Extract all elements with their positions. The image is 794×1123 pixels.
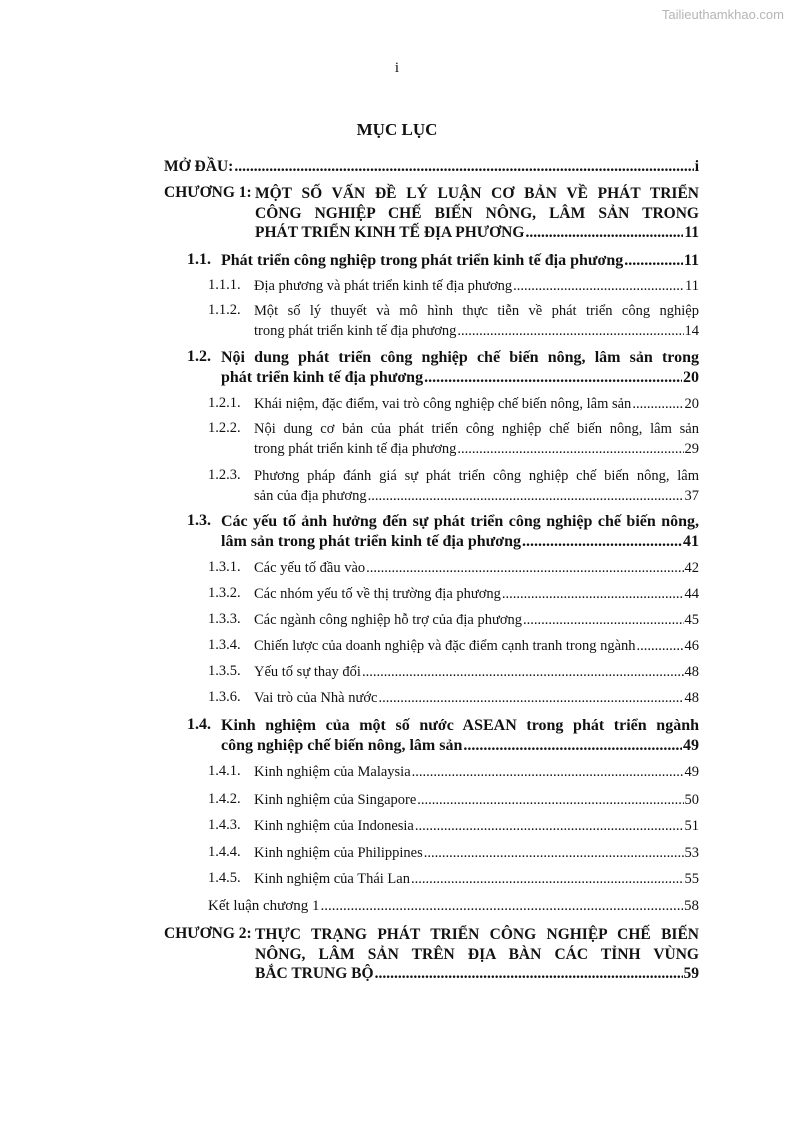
toc-page-number: 48 [684,690,699,706]
dot-leader [513,277,684,297]
toc-entry-line [254,467,699,487]
toc-entry-text: PHÁT TRIỂN KINH TẾ ĐỊA PHƯƠNG [255,224,525,242]
dot-leader [525,223,683,243]
dot-leader [234,157,693,177]
toc-page-number: 11 [683,252,699,269]
toc-entry-number: 1.3.1. [208,559,241,575]
toc-page-number: 58 [684,898,699,914]
toc-page-number: 50 [684,792,699,808]
toc-page-number: 49 [683,736,699,754]
toc-entry-line [254,440,699,460]
toc-entry-line [255,945,699,965]
toc-entry-line [221,736,699,756]
toc-entry-text: NÔNG, LÂM SẢN TRÊN ĐỊA BÀN CÁC TỈNH VÙNG [255,945,699,963]
toc-entry-number: 1.4.3. [208,817,241,833]
toc-entry[interactable] [164,184,699,243]
toc-page-number: i [694,158,699,175]
toc-entry[interactable] [208,559,699,579]
toc-entry-text: Kinh nghiệm của Philippines [254,845,423,861]
toc-entry-line [254,322,699,342]
toc-entry-line [221,368,699,388]
toc-page-number: 45 [684,612,699,628]
toc-entry-text: MỞ ĐẦU: [164,158,234,175]
dot-leader [637,637,684,657]
toc-entry-number: 1.1.1. [208,277,241,293]
toc-entry-text: Kinh nghiệm của Thái Lan [254,871,410,887]
toc-entry[interactable] [187,716,699,755]
watermark: Tailieuthamkhao.com [661,7,784,22]
toc-entry-line [254,487,699,507]
toc-entry-text: CÔNG NGHIỆP CHẾ BIẾN NÔNG, LÂM SẢN TRONG [255,204,699,222]
toc-entry-line [221,716,699,736]
dot-leader [368,487,684,507]
toc-entry-line [221,251,699,271]
toc-entry-text: Địa phương và phát triển kinh tế địa phương [254,278,513,294]
toc-entry[interactable] [187,251,699,271]
toc-entry-text: BẮC TRUNG BỘ [255,965,374,983]
toc-entry-number: 1.4. [187,716,211,733]
toc-entry-number: 1.1. [187,251,211,268]
toc-entry-line [254,763,699,783]
toc-entry-line [221,532,699,552]
dot-leader [417,791,683,811]
toc-entry-text: Các yếu tố ảnh hưởng đến sự phát triển công nghiệp chế biến nông, [221,513,699,530]
dot-leader [523,611,683,631]
toc-entry-number: 1.2.3. [208,467,241,483]
toc-entry-text: sản của địa phương [254,487,367,504]
toc-entry[interactable] [208,870,699,890]
toc-entry-line [254,302,699,322]
toc-entry-line [255,964,699,984]
toc-page-number: 48 [684,664,699,680]
toc-entry[interactable] [208,637,699,657]
toc-entry-number: 1.3.6. [208,689,241,705]
toc-entry-text: Phương pháp đánh giá sự phát triển công nghiệp chế biến nông, lâm [254,468,699,484]
toc-entry-text: Một số lý thuyết và mô hình thực tiễn về phát triển công nghiệp [254,303,699,319]
toc-page-number: 11 [684,224,699,242]
toc-entry-line [254,637,699,657]
toc-entry-line [254,585,699,605]
toc-entry-line [255,925,699,945]
toc-entry[interactable] [208,277,699,297]
toc-entry-text: Kết luận chương 1 [208,898,320,914]
toc-entry-number: CHƯƠNG 2: [164,925,252,942]
toc-entry[interactable] [208,611,699,631]
toc-page-number: 46 [684,638,699,654]
toc-page-number: 29 [684,440,699,457]
toc-page-number: 41 [683,532,699,550]
toc-entry-text: MỘT SỐ VẤN ĐỀ LÝ LUẬN CƠ BẢN VỀ PHÁT TRIỂN [255,185,699,202]
toc-entry-number: 1.2.1. [208,395,241,411]
dot-leader [424,368,682,388]
toc-entry-number: 1.3.5. [208,663,241,679]
toc-entry-number: 1.3.3. [208,611,241,627]
toc-entry-line [208,897,699,917]
toc-entry[interactable] [208,897,699,917]
toc-entry[interactable] [208,467,699,506]
toc-entry[interactable] [164,925,699,984]
dot-leader [624,251,683,271]
dot-leader [412,763,684,783]
toc-entry-text: Chiến lược của doanh nghiệp và đặc điểm cạnh tranh trong ngành [254,638,636,654]
toc-page-number: 37 [684,487,699,504]
dot-leader [424,844,684,864]
toc-entry-number: 1.1.2. [208,302,241,318]
toc-entry-number: CHƯƠNG 1: [164,184,252,201]
dot-leader [378,689,683,709]
toc-entry-text: Nội dung phát triển công nghiệp chế biến nông, lâm sản trong [221,349,699,366]
toc-entry-line [254,689,699,709]
toc-entry-line [255,204,699,224]
toc-entry-number: 1.2.2. [208,420,241,436]
toc-entry-number: 1.3. [187,512,211,529]
toc-entry-number: 1.4.4. [208,844,241,860]
toc-entry-text: Kinh nghiệm của Malaysia [254,764,411,780]
toc-entry-text: lâm sản trong phát triển kinh tế địa phương [221,532,522,550]
dot-leader [632,395,683,415]
toc-entry-line [221,512,699,532]
toc-entry-text: THỰC TRẠNG PHÁT TRIỂN CÔNG NGHIỆP CHẾ BIẾN [255,926,699,943]
dot-leader [457,440,683,460]
toc-entry-text: Phát triển công nghiệp trong phát triển kinh tế địa phương [221,252,624,269]
toc-entry-text: Nội dung cơ bản của phát triển công nghiệp chế biến nông, lâm sản [254,421,699,437]
page-title: MỤC LỤC [356,120,438,139]
toc-entry-line [254,277,699,297]
toc-entry[interactable] [208,395,699,415]
toc-entry-line [255,223,699,243]
toc-page-number: 20 [684,396,699,412]
toc-entry-number: 1.2. [187,348,211,365]
dot-leader [366,559,683,579]
toc-entry-text: Vai trò của Nhà nước [254,690,378,706]
toc-entry[interactable] [208,817,699,837]
toc-entry-line [164,157,699,177]
toc-entry[interactable] [187,348,699,387]
dot-leader [463,736,682,756]
toc-entry-text: trong phát triển kinh tế địa phương [254,440,457,457]
toc-entry-line [254,663,699,683]
toc-entry-number: 1.3.2. [208,585,241,601]
toc-entry-line [254,844,699,864]
dot-leader [522,532,682,552]
toc-page-number: 53 [684,845,699,861]
toc-page-number: 14 [684,322,699,339]
toc-entry-text: Yếu tố sự thay đổi [254,664,361,680]
toc-entry-line [254,870,699,890]
toc-entry[interactable] [208,302,699,341]
toc-entry-line [254,420,699,440]
toc-entry-text: phát triển kinh tế địa phương [221,368,424,386]
toc-entry-text: Kinh nghiệm của Indonesia [254,818,414,834]
toc-page-number: 55 [684,871,699,887]
dot-leader [411,870,684,890]
dot-leader [320,897,683,917]
toc-page-number: 49 [684,764,699,780]
toc-entry-text: Các yếu tố đầu vào [254,560,366,576]
toc-entry[interactable] [208,763,699,783]
toc-entry[interactable] [208,844,699,864]
toc-page-number: 59 [683,965,699,983]
toc-entry-line [254,395,699,415]
page-number: i [394,60,400,76]
toc-entry-line [221,348,699,368]
toc-entry[interactable] [208,689,699,709]
toc-entry-number: 1.3.4. [208,637,241,653]
dot-leader [415,817,684,837]
toc-page-number: 51 [684,818,699,834]
dot-leader [362,663,684,683]
toc-page-number: 11 [685,278,699,294]
toc-page-number: 42 [684,560,699,576]
dot-leader [502,585,684,605]
toc-entry[interactable] [208,791,699,811]
toc-entry[interactable] [208,420,699,459]
toc-entry-number: 1.4.5. [208,870,241,886]
toc-entry-line [254,559,699,579]
toc-entry[interactable] [164,157,699,177]
toc-entry-text: Kinh nghiệm của Singapore [254,792,417,808]
dot-leader [457,322,683,342]
toc-entry-text: Kinh nghiệm của một số nước ASEAN trong phát triển ngành [221,717,699,734]
toc-entry[interactable] [208,663,699,683]
toc-entry-text: công nghiệp chế biến nông, lâm sản [221,736,463,754]
toc-entry[interactable] [208,585,699,605]
toc-entry-line [255,184,699,204]
toc-entry-text: trong phát triển kinh tế địa phương [254,322,457,339]
toc-entry-text: Các ngành công nghiệp hỗ trợ của địa phương [254,612,523,628]
toc-entry-text: Khái niệm, đặc điểm, vai trò công nghiệp chế biến nông, lâm sản [254,396,632,412]
toc-page-number: 44 [684,586,699,602]
toc-entry-number: 1.4.1. [208,763,241,779]
toc-entry-line [254,791,699,811]
dot-leader [375,964,683,984]
toc-page-number: 20 [683,368,699,386]
toc-entry-line [254,611,699,631]
toc-entry[interactable] [187,512,699,551]
toc-entry-line [254,817,699,837]
toc-entry-text: Các nhóm yếu tố về thị trường địa phương [254,586,501,602]
toc-entry-number: 1.4.2. [208,791,241,807]
